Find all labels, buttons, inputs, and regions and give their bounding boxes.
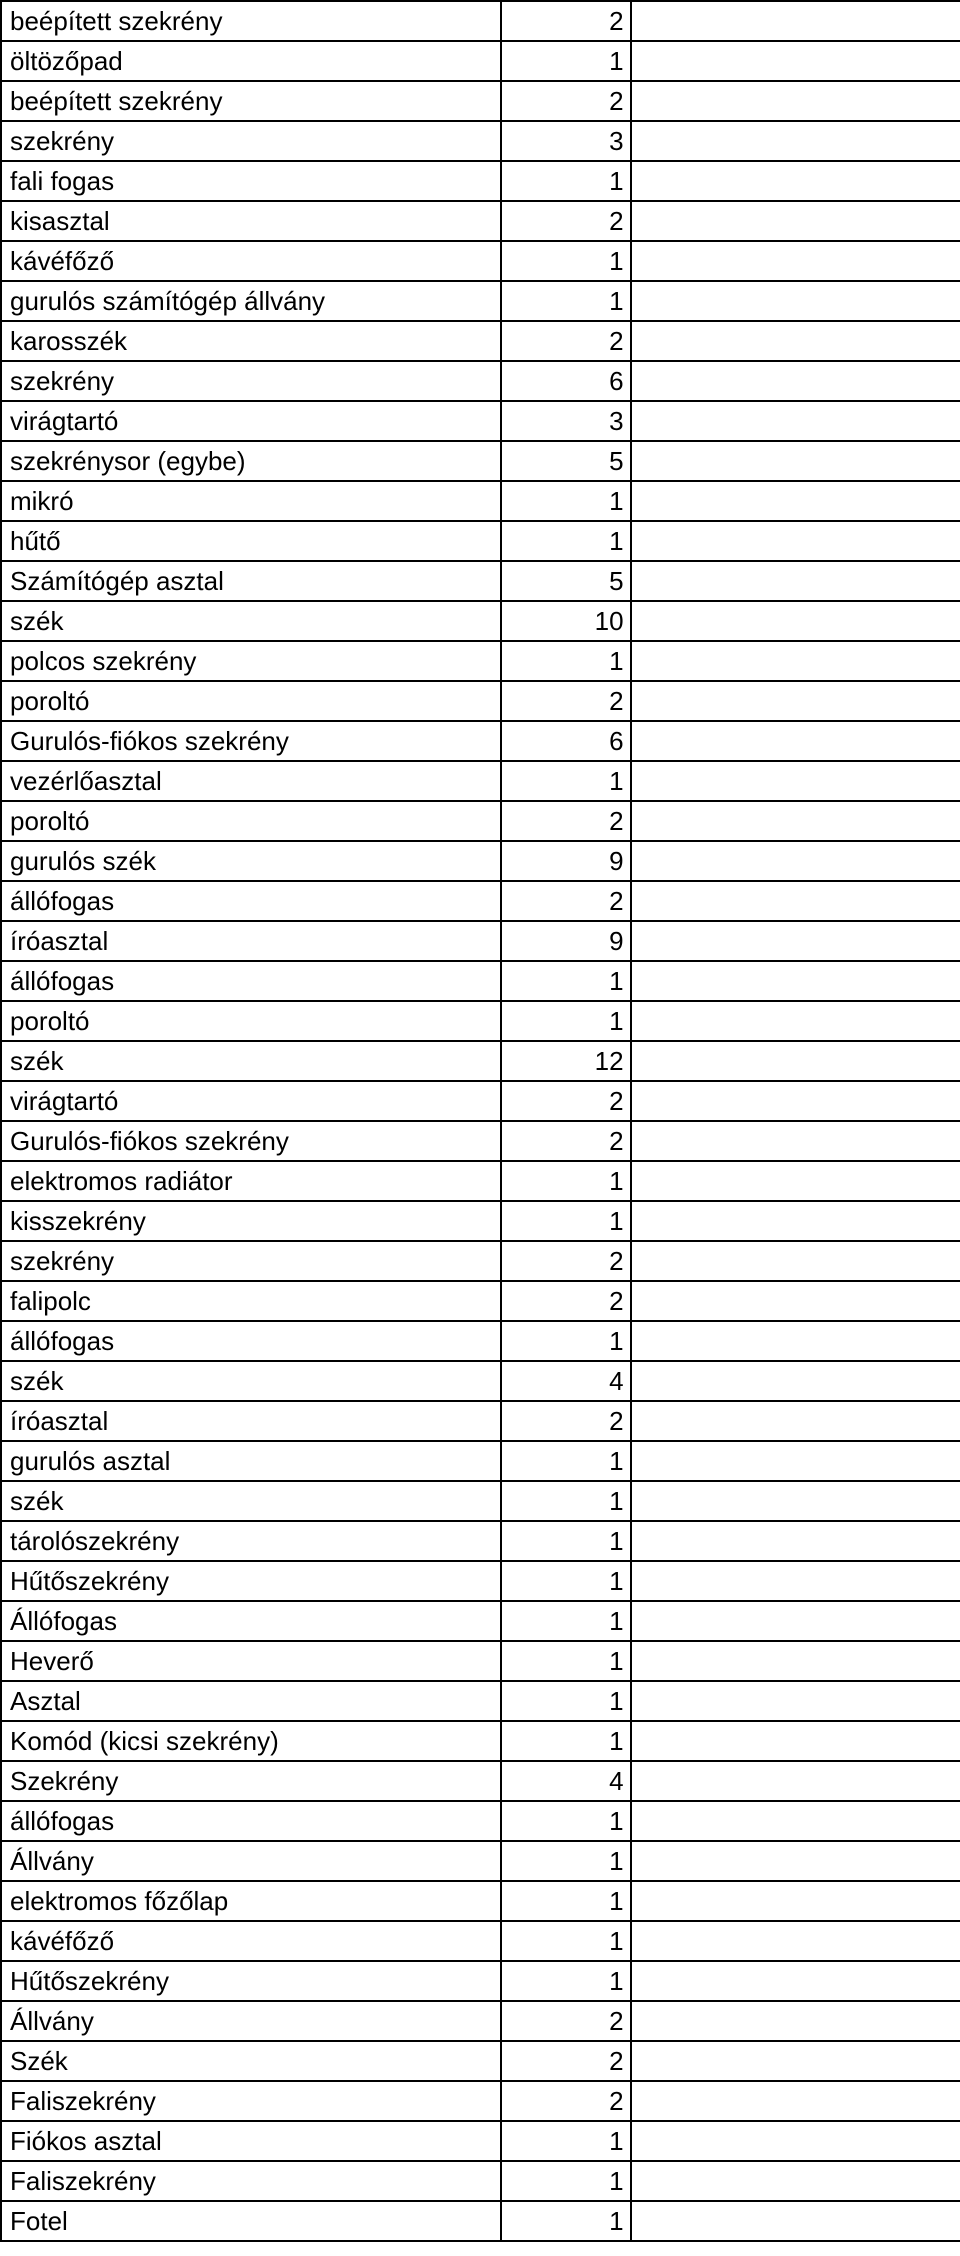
empty-cell [631, 1001, 960, 1041]
item-quantity-cell: 2 [501, 1241, 631, 1281]
item-quantity-cell: 10 [501, 601, 631, 641]
table-row [1, 1881, 960, 1921]
table-row [1, 1321, 960, 1361]
item-quantity-cell: 2 [501, 681, 631, 721]
item-quantity-cell: 1 [501, 1201, 631, 1241]
item-name-cell: szék [1, 1041, 501, 1081]
empty-cell [631, 641, 960, 681]
table-row [1, 841, 960, 881]
empty-cell [631, 2161, 960, 2201]
item-quantity-cell: 2 [501, 801, 631, 841]
item-quantity-cell: 2 [501, 1081, 631, 1121]
table-row [1, 961, 960, 1001]
empty-cell [631, 1041, 960, 1081]
empty-cell [631, 1881, 960, 1921]
item-name-cell: állófogas [1, 961, 501, 1001]
empty-cell [631, 1081, 960, 1121]
empty-cell [631, 961, 960, 1001]
table-row [1, 761, 960, 801]
empty-cell [631, 41, 960, 81]
empty-cell [631, 281, 960, 321]
empty-cell [631, 1, 960, 41]
empty-cell [631, 1761, 960, 1801]
table-row [1, 1121, 960, 1161]
empty-cell [631, 1161, 960, 1201]
item-name-cell: beépített szekrény [1, 81, 501, 121]
table-row [1, 361, 960, 401]
table-row [1, 2201, 960, 2241]
item-name-cell: Faliszekrény [1, 2161, 501, 2201]
item-name-cell: gurulós szék [1, 841, 501, 881]
item-quantity-cell: 1 [501, 241, 631, 281]
item-name-cell: Szék [1, 2041, 501, 2081]
table-row [1, 601, 960, 641]
empty-cell [631, 1441, 960, 1481]
item-quantity-cell: 6 [501, 721, 631, 761]
empty-cell [631, 1841, 960, 1881]
item-name-cell: öltözőpad [1, 41, 501, 81]
table-row [1, 1961, 960, 2001]
inventory-table-body [1, 1, 960, 2241]
item-quantity-cell: 1 [501, 1561, 631, 1601]
table-row [1, 1041, 960, 1081]
empty-cell [631, 1601, 960, 1641]
empty-cell [631, 521, 960, 561]
table-row [1, 1721, 960, 1761]
item-name-cell: szék [1, 1481, 501, 1521]
item-quantity-cell: 5 [501, 561, 631, 601]
item-name-cell: Állvány [1, 2001, 501, 2041]
item-quantity-cell: 1 [501, 1601, 631, 1641]
item-quantity-cell: 1 [501, 1641, 631, 1681]
table-row [1, 1401, 960, 1441]
table-row [1, 1241, 960, 1281]
item-quantity-cell: 1 [501, 481, 631, 521]
item-quantity-cell: 1 [501, 2161, 631, 2201]
item-quantity-cell: 1 [501, 2121, 631, 2161]
table-row [1, 2041, 960, 2081]
item-name-cell: Gurulós-fiókos szekrény [1, 721, 501, 761]
item-quantity-cell: 1 [501, 161, 631, 201]
empty-cell [631, 1521, 960, 1561]
item-quantity-cell: 2 [501, 201, 631, 241]
item-name-cell: hűtő [1, 521, 501, 561]
table-row [1, 1161, 960, 1201]
table-row [1, 2121, 960, 2161]
table-row [1, 321, 960, 361]
empty-cell [631, 1281, 960, 1321]
item-quantity-cell: 1 [501, 1841, 631, 1881]
item-quantity-cell: 1 [501, 1441, 631, 1481]
item-quantity-cell: 1 [501, 1721, 631, 1761]
table-row [1, 521, 960, 561]
empty-cell [631, 201, 960, 241]
item-name-cell: Állófogas [1, 1601, 501, 1641]
table-row [1, 1761, 960, 1801]
item-quantity-cell: 2 [501, 1, 631, 41]
item-quantity-cell: 2 [501, 321, 631, 361]
item-quantity-cell: 1 [501, 1481, 631, 1521]
item-quantity-cell: 2 [501, 1121, 631, 1161]
empty-cell [631, 81, 960, 121]
empty-cell [631, 1961, 960, 2001]
empty-cell [631, 2041, 960, 2081]
item-name-cell: szekrénysor (egybe) [1, 441, 501, 481]
item-quantity-cell: 2 [501, 81, 631, 121]
empty-cell [631, 1321, 960, 1361]
item-name-cell: állófogas [1, 1801, 501, 1841]
empty-cell [631, 1201, 960, 1241]
item-name-cell: szekrény [1, 121, 501, 161]
empty-cell [631, 1801, 960, 1841]
table-row [1, 1841, 960, 1881]
table-row [1, 201, 960, 241]
table-row [1, 1441, 960, 1481]
empty-cell [631, 161, 960, 201]
item-name-cell: szekrény [1, 1241, 501, 1281]
item-quantity-cell: 4 [501, 1761, 631, 1801]
empty-cell [631, 1481, 960, 1521]
item-name-cell: gurulós számítógép állvány [1, 281, 501, 321]
item-quantity-cell: 1 [501, 2201, 631, 2241]
item-name-cell: elektromos radiátor [1, 1161, 501, 1201]
table-row [1, 1641, 960, 1681]
table-row [1, 1361, 960, 1401]
empty-cell [631, 121, 960, 161]
item-quantity-cell: 2 [501, 2041, 631, 2081]
item-quantity-cell: 1 [501, 41, 631, 81]
item-quantity-cell: 1 [501, 1001, 631, 1041]
item-quantity-cell: 1 [501, 1921, 631, 1961]
table-row [1, 281, 960, 321]
item-quantity-cell: 1 [501, 1161, 631, 1201]
item-name-cell: beépített szekrény [1, 1, 501, 41]
item-quantity-cell: 2 [501, 2081, 631, 2121]
item-quantity-cell: 2 [501, 881, 631, 921]
empty-cell [631, 1401, 960, 1441]
empty-cell [631, 1561, 960, 1601]
item-name-cell: kávéfőző [1, 1921, 501, 1961]
table-row [1, 1681, 960, 1721]
item-name-cell: szék [1, 1361, 501, 1401]
table-row [1, 1201, 960, 1241]
empty-cell [631, 881, 960, 921]
table-row [1, 41, 960, 81]
item-quantity-cell: 1 [501, 1801, 631, 1841]
empty-cell [631, 1921, 960, 1961]
item-name-cell: falipolc [1, 1281, 501, 1321]
table-row [1, 1801, 960, 1841]
empty-cell [631, 561, 960, 601]
item-name-cell: íróasztal [1, 921, 501, 961]
item-quantity-cell: 9 [501, 841, 631, 881]
table-row [1, 921, 960, 961]
item-quantity-cell: 6 [501, 361, 631, 401]
item-quantity-cell: 1 [501, 521, 631, 561]
item-name-cell: Faliszekrény [1, 2081, 501, 2121]
item-name-cell: vezérlőasztal [1, 761, 501, 801]
empty-cell [631, 1241, 960, 1281]
item-quantity-cell: 9 [501, 921, 631, 961]
item-name-cell: Heverő [1, 1641, 501, 1681]
empty-cell [631, 241, 960, 281]
empty-cell [631, 361, 960, 401]
table-row [1, 1281, 960, 1321]
item-name-cell: állófogas [1, 1321, 501, 1361]
empty-cell [631, 481, 960, 521]
item-name-cell: poroltó [1, 1001, 501, 1041]
item-name-cell: Számítógép asztal [1, 561, 501, 601]
empty-cell [631, 1721, 960, 1761]
item-quantity-cell: 1 [501, 1321, 631, 1361]
empty-cell [631, 441, 960, 481]
item-quantity-cell: 5 [501, 441, 631, 481]
empty-cell [631, 321, 960, 361]
table-row [1, 881, 960, 921]
table-row [1, 1601, 960, 1641]
empty-cell [631, 1641, 960, 1681]
table-row [1, 1921, 960, 1961]
empty-cell [631, 601, 960, 641]
table-row [1, 81, 960, 121]
item-name-cell: kisasztal [1, 201, 501, 241]
item-name-cell: polcos szekrény [1, 641, 501, 681]
item-name-cell: Gurulós-fiókos szekrény [1, 1121, 501, 1161]
item-quantity-cell: 1 [501, 281, 631, 321]
empty-cell [631, 721, 960, 761]
item-name-cell: íróasztal [1, 1401, 501, 1441]
item-quantity-cell: 2 [501, 1281, 631, 1321]
empty-cell [631, 1121, 960, 1161]
empty-cell [631, 761, 960, 801]
item-name-cell: elektromos főzőlap [1, 1881, 501, 1921]
table-row [1, 801, 960, 841]
empty-cell [631, 681, 960, 721]
empty-cell [631, 401, 960, 441]
item-name-cell: virágtartó [1, 401, 501, 441]
item-name-cell: Komód (kicsi szekrény) [1, 1721, 501, 1761]
table-row [1, 1081, 960, 1121]
table-row [1, 681, 960, 721]
table-row [1, 641, 960, 681]
item-name-cell: Hűtőszekrény [1, 1561, 501, 1601]
table-row [1, 241, 960, 281]
item-name-cell: virágtartó [1, 1081, 501, 1121]
table-row [1, 161, 960, 201]
table-row [1, 561, 960, 601]
item-name-cell: kávéfőző [1, 241, 501, 281]
table-row [1, 1561, 960, 1601]
empty-cell [631, 921, 960, 961]
item-name-cell: fali fogas [1, 161, 501, 201]
item-quantity-cell: 1 [501, 1521, 631, 1561]
item-name-cell: Fotel [1, 2201, 501, 2241]
empty-cell [631, 1681, 960, 1721]
item-name-cell: kisszekrény [1, 1201, 501, 1241]
table-row [1, 1521, 960, 1561]
table-row [1, 2161, 960, 2201]
item-quantity-cell: 2 [501, 1401, 631, 1441]
item-quantity-cell: 1 [501, 641, 631, 681]
item-name-cell: Szekrény [1, 1761, 501, 1801]
item-name-cell: Hűtőszekrény [1, 1961, 501, 2001]
table-row [1, 481, 960, 521]
item-quantity-cell: 4 [501, 1361, 631, 1401]
empty-cell [631, 2121, 960, 2161]
item-name-cell: szék [1, 601, 501, 641]
empty-cell [631, 801, 960, 841]
item-name-cell: mikró [1, 481, 501, 521]
item-quantity-cell: 1 [501, 761, 631, 801]
item-name-cell: poroltó [1, 801, 501, 841]
item-quantity-cell: 12 [501, 1041, 631, 1081]
table-row [1, 401, 960, 441]
empty-cell [631, 1361, 960, 1401]
item-name-cell: tárolószekrény [1, 1521, 501, 1561]
table-row [1, 441, 960, 481]
item-name-cell: gurulós asztal [1, 1441, 501, 1481]
item-quantity-cell: 1 [501, 961, 631, 1001]
table-row [1, 2001, 960, 2041]
item-name-cell: Asztal [1, 1681, 501, 1721]
item-name-cell: karosszék [1, 321, 501, 361]
item-quantity-cell: 2 [501, 2001, 631, 2041]
item-name-cell: poroltó [1, 681, 501, 721]
item-name-cell: Állvány [1, 1841, 501, 1881]
table-row [1, 721, 960, 761]
item-quantity-cell: 1 [501, 1681, 631, 1721]
item-name-cell: állófogas [1, 881, 501, 921]
table-row [1, 1481, 960, 1521]
item-name-cell: szekrény [1, 361, 501, 401]
empty-cell [631, 2201, 960, 2241]
item-quantity-cell: 3 [501, 121, 631, 161]
item-name-cell: Fiókos asztal [1, 2121, 501, 2161]
empty-cell [631, 2081, 960, 2121]
item-quantity-cell: 1 [501, 1881, 631, 1921]
table-row [1, 1001, 960, 1041]
empty-cell [631, 2001, 960, 2041]
item-quantity-cell: 1 [501, 1961, 631, 2001]
empty-cell [631, 841, 960, 881]
table-row [1, 1, 960, 41]
table-row [1, 121, 960, 161]
item-quantity-cell: 3 [501, 401, 631, 441]
table-row [1, 2081, 960, 2121]
